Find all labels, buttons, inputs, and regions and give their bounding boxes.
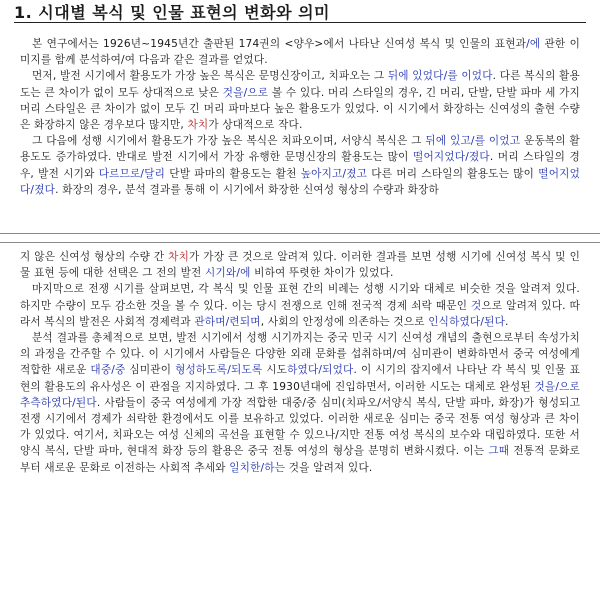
edited-text: 떨어지었다/졌다 [20, 167, 580, 196]
text-run: 전통적 문화로부터 새로운 문화로 이전하는 사회적 추세와 [20, 445, 580, 474]
paragraph [20, 249, 580, 281]
edited-text: 것을/으로 [534, 380, 580, 393]
paragraph [20, 281, 580, 330]
text-run: 심미관이 [125, 364, 176, 377]
text-run: 단발 파마의 활용도는 활천 [165, 167, 301, 180]
text-run: 다른 머리 스타일의 활용도는 많이 [367, 167, 539, 180]
page-break [0, 233, 600, 243]
paragraph [20, 330, 580, 476]
edited-text: 인식하였다/된다 [428, 315, 506, 328]
edited-text: /에 [526, 38, 541, 50]
text-run: 관한 이미지를 함께 분석하여/여 다음과 같은 결과를 얻었다. [20, 38, 580, 67]
text-run: 가 상대적으로 작다. [208, 119, 303, 132]
edited-text: 뒤에 있고/를 이었고 [425, 135, 521, 148]
paragraph [20, 36, 580, 68]
paragraph [20, 68, 580, 133]
paragraph [20, 133, 580, 198]
text-run: 시도 [262, 364, 288, 377]
text-run: 볼 수 있다. 머리 스타일의 경우, 긴 머리, 단발, 단발 파마 세 가지 머리 스타일은 큰 차이가 없이 모두 긴 머리 파마보다 높은 활용도가 있었다. 이 시기에서 화장하는 신여성의 출현 수량은 화장하지 않은 경우보다 많지만, [20, 86, 580, 132]
text-run: 비하여 뚜렷한 차이가 있었다. [250, 267, 394, 280]
text-run: 으로 알려져 있다. 따라서 복식의 발전은 사회적 경제력과 [20, 299, 580, 328]
edited-text: 떨어지었다/졌다 [413, 151, 490, 164]
edited-text: 것을/으로 [222, 86, 269, 99]
text-run: 그 다음에 성행 시기에서 활용도가 가장 높은 복식은 치파오이며, 서양식 복식은 그 [32, 135, 426, 148]
section-number: 1. [14, 3, 33, 22]
text-run: 운동복의 활용도도 증가하였다. 반대로 발전 시기에서 가장 유행한 문명신장의 활용도는 많이 [20, 135, 580, 164]
text-run: 분석 결과를 총체적으로 보면, 발전 시기에서 성행 시기까지는 중국 민국 시기 신여성 개념의 출현으로부터 속성가치의 과정을 간주할 수 있다. 이 시기에서 사람들은 다양한 외래 문화를 섭취하며/여 심미관이 변화하면서 중국 여성에게 적합한 새로운 [20, 332, 580, 377]
page-1-text [20, 36, 580, 198]
text-run: . 이 시기의 잡지에서 나타난 각 복식 및 인물 표현의 활용도의 유사성은 이 관점을 지지하였다. 그 후 1930년대에 진입하면서, 이러한 시도는 대체로 완성된 [20, 364, 580, 393]
text-run: . 다른 복식의 활용도는 큰 차이가 없이 모두 상대적으로 낮은 [20, 70, 580, 99]
edited-text: 다르므로/달리 [98, 167, 166, 180]
text-run: , 사회의 안정성에 의존하는 것으로 [260, 315, 429, 328]
text-run: 것을 알려져 있다. [285, 461, 373, 474]
edited-text: 높아지고/졌고 [300, 167, 368, 180]
edited-text: 관하며/련되며 [194, 315, 261, 328]
text-run: 마지막으로 전쟁 시기를 살펴보면, 각 복식 및 인물 표현 간의 비례는 성행 시기와 대체로 비슷한 것을 알려져 있다. 하지만 수량이 모두 감소한 것을 볼 수 있다. 이는 당시 전쟁으로 인해 전국적 경제 쇠락 때문인 [20, 283, 580, 312]
text-run: 가 가장 큰 것으로 알려져 있다. 이러한 결과를 보면 성행 시기에 신여성 복식 및 인물 표현 등에 대한 선택은 그 전의 발전 [20, 251, 581, 280]
edited-text: 뒤에 있었다/를 이었다 [387, 70, 493, 83]
text-run: 먼저, 발전 시기에서 활용도가 가장 높은 복식은 문명신장이고, 치파오는 그 [32, 70, 388, 83]
edited-text: 대중/중 [90, 364, 126, 377]
page-2-text [20, 249, 580, 476]
edited-text: 차치 [187, 119, 209, 132]
text-run: 본 연구에서는 1926년~1945년간 출판된 174권의 <양우>에서 나타난 신여성 복식 및 인물의 표현과 [32, 38, 527, 50]
edited-text: 그때 [488, 445, 510, 458]
text-run: . 사람들이 중국 여성에게 가장 적합한 대중/중 심미(치파오/서양식 복식, 단발 파마, 화장)가 형성되고 전쟁 시기에서 경제가 쇠락한 환경에서도 이를 보유하고 있었다. 이러한 새로운 심미는 중국 전통 여성 형상과 큰 차이가 있었다. 여기서, 치파오는 여성 신체의 곡선을 표현할 수 있으나/지만 전통 여성 복식의 보수와 대립하였다. 또한 서양식 복식, 단발 파마, 현대적 화장 등의 활용은 중국 전통 여성의 형상을 분명히 변화시켰다. 이는 [20, 396, 580, 458]
text-run: . 머리 스타일의 경우, 발전 시기와 [20, 151, 580, 180]
section-title: 시대별 복식 및 인물 표현의 변화와 의미 [38, 3, 331, 22]
text-run: 지 않은 신여성 형상의 수량 간 [20, 251, 169, 263]
text-run: . 화장의 경우, 분석 결과를 통해 이 시기에서 화장한 신여성 형상의 수량과 화장하 [55, 183, 439, 196]
edited-text: 차치 [168, 251, 190, 263]
heading-rule [14, 22, 586, 23]
edited-text: 일치한/하는 [229, 461, 286, 474]
edited-text: 하였다/되었다 [287, 364, 354, 377]
text-run: . [505, 315, 509, 328]
edited-text: 것 [471, 299, 482, 312]
section-heading [14, 0, 330, 23]
edited-text: 형성하도록/되도록 [175, 364, 263, 377]
edited-text: 시기와/에 [205, 267, 251, 280]
edited-text: 추측하였다/된다 [20, 396, 97, 409]
